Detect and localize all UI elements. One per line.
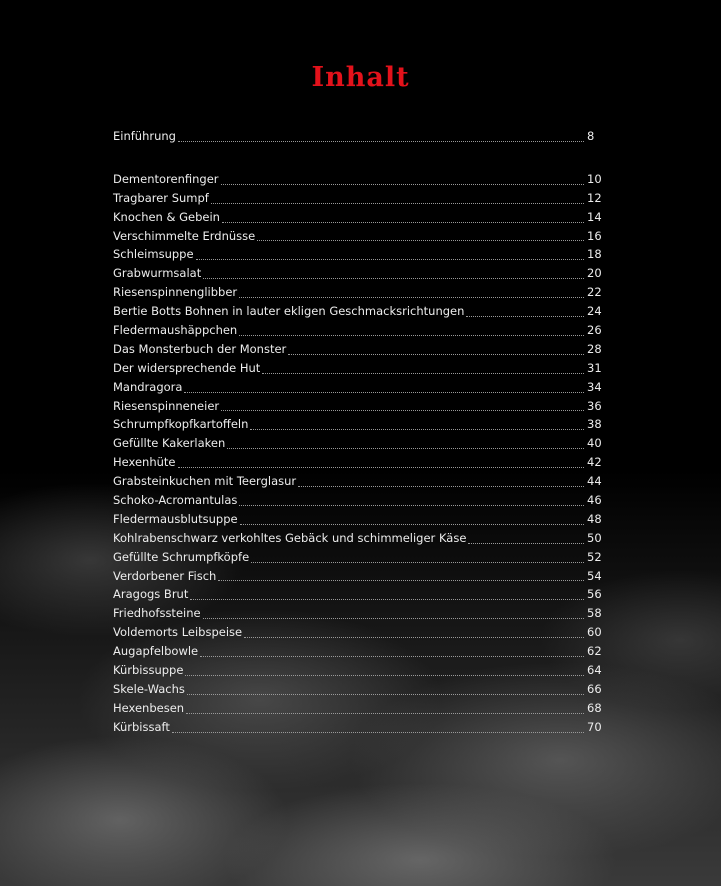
toc-entry-page-number: 52 (587, 549, 602, 564)
toc-entry-page-number: 34 (587, 379, 602, 394)
toc-entry-page-number: 68 (587, 700, 602, 715)
toc-entry-title: Skele-Wachs (113, 681, 185, 696)
toc-entry-page-number: 38 (587, 417, 602, 432)
toc-entry-page-number: 28 (587, 341, 602, 356)
toc-entry-title: Schleimsuppe (113, 247, 194, 262)
toc-entry-page-number: 56 (587, 587, 602, 602)
toc-entry-title: Schoko-Acromantulas (113, 493, 238, 508)
toc-entry-title: Augapfelbowle (113, 644, 199, 659)
toc-dot-leader (250, 429, 584, 430)
toc-entry-title: Der widersprechende Hut (113, 360, 261, 375)
toc-entry-page-number: 22 (587, 285, 602, 300)
toc-entry[interactable] (113, 415, 603, 434)
toc-entry-title: Einführung (113, 129, 176, 143)
toc-dot-leader (239, 335, 584, 336)
toc-dot-leader (468, 543, 584, 544)
page-title: Inhalt (311, 62, 410, 93)
toc-entry-title: Knochen & Gebein (113, 209, 220, 224)
toc-dot-leader (298, 486, 584, 487)
toc-entry-title: Hexenhüte (113, 455, 176, 470)
toc-entry[interactable] (113, 397, 603, 416)
toc-entry-title: Verdorbener Fisch (113, 568, 217, 583)
toc-dot-leader (466, 316, 584, 317)
toc-entry[interactable] (113, 699, 603, 718)
toc-entry-page-number: 48 (587, 511, 602, 526)
toc-entry-title: Dementorenfinger (113, 171, 219, 186)
toc-entry-page-number: 14 (587, 209, 602, 224)
toc-entry-title: Riesenspinneneier (113, 398, 220, 413)
toc-dot-leader (178, 467, 585, 468)
toc-entry[interactable] (113, 170, 603, 189)
toc-entry-title: Verschimmelte Erdnüsse (113, 228, 256, 243)
toc-entry-title: Hexenbesen (113, 700, 185, 715)
toc-entry[interactable] (113, 340, 603, 359)
toc-entry-title: Fledermaushäppchen (113, 323, 238, 338)
toc-entry[interactable] (113, 359, 603, 378)
toc-entry[interactable] (113, 718, 603, 737)
toc-entry-title: Friedhofssteine (113, 606, 201, 621)
table-of-contents (113, 127, 603, 737)
toc-entry-title: Tragbarer Sumpf (113, 190, 209, 205)
toc-dot-leader (186, 713, 584, 714)
toc-dot-leader (203, 618, 584, 619)
toc-entry-page-number: 18 (587, 247, 602, 262)
toc-entry-page-number: 64 (587, 663, 602, 678)
toc-entry-title: Kürbissaft (113, 719, 170, 734)
toc-entry[interactable] (113, 510, 603, 529)
toc-entry[interactable] (113, 548, 603, 567)
toc-entry-page-number: 36 (587, 398, 602, 413)
toc-dot-leader (222, 222, 584, 223)
toc-entry-page-number: 66 (587, 681, 602, 696)
toc-entry-title: Kohlrabenschwarz verkohltes Gebäck und schimmeliger Käse (113, 530, 467, 545)
toc-entry-page-number: 44 (587, 474, 602, 489)
toc-dot-leader (190, 599, 584, 600)
toc-entry[interactable] (113, 189, 603, 208)
toc-entry[interactable] (113, 302, 603, 321)
toc-entry[interactable] (113, 321, 603, 340)
toc-entry[interactable] (113, 283, 603, 302)
toc-entry-title: Fledermausblutsuppe (113, 511, 238, 526)
toc-entry[interactable] (113, 491, 603, 510)
toc-entry-title: Voldemorts Leibspeise (113, 625, 243, 640)
toc-entry[interactable] (113, 680, 603, 699)
toc-entry-page-number: 46 (587, 493, 602, 508)
toc-entry-title: Bertie Botts Bohnen in lauter ekligen Geschmacksrichtungen (113, 304, 465, 319)
toc-entry[interactable] (113, 434, 603, 453)
toc-entry-title: Grabsteinkuchen mit Teerglasur (113, 474, 297, 489)
toc-entry-title: Schrumpfkopfkartoffeln (113, 417, 249, 432)
toc-dot-leader (187, 694, 584, 695)
toc-entry-page-number: 50 (587, 530, 602, 545)
toc-entry[interactable] (113, 453, 603, 472)
toc-dot-leader (203, 278, 584, 279)
toc-entry-page-number: 70 (587, 719, 602, 734)
toc-entry[interactable] (113, 604, 603, 623)
toc-entry-title: Gefüllte Schrumpfköpfe (113, 549, 250, 564)
toc-entry-page-number: 26 (587, 323, 602, 338)
toc-entry-page-number: 16 (587, 228, 602, 243)
toc-entry-title: Das Monsterbuch der Monster (113, 341, 287, 356)
toc-dot-leader (185, 675, 584, 676)
toc-entry-title: Riesenspinnenglibber (113, 285, 238, 300)
toc-entry-page-number: 60 (587, 625, 602, 640)
toc-entry[interactable] (113, 567, 603, 586)
toc-dot-leader (227, 448, 584, 449)
toc-entry-title: Kürbissuppe (113, 663, 184, 678)
toc-dot-leader (239, 505, 584, 506)
toc-entry-page-number: 10 (587, 171, 602, 186)
toc-dot-leader (257, 240, 584, 241)
toc-dot-leader (251, 562, 584, 563)
toc-entry-page-number: 62 (587, 644, 602, 659)
toc-entry[interactable] (113, 264, 603, 283)
toc-dot-leader (221, 410, 584, 411)
toc-dot-leader (178, 141, 584, 142)
toc-entry-page-number: 31 (587, 360, 602, 375)
toc-entry-page-number: 58 (587, 606, 602, 621)
toc-entry-title: Aragogs Brut (113, 587, 189, 602)
toc-dot-leader (262, 373, 584, 374)
toc-entry-page-number: 42 (587, 455, 602, 470)
toc-dot-leader (172, 732, 584, 733)
toc-entry[interactable] (113, 642, 603, 661)
toc-entry-title: Grabwurmsalat (113, 266, 202, 281)
toc-dot-leader (218, 580, 584, 581)
toc-entry-page-number: 24 (587, 304, 602, 319)
toc-entry-page-number: 40 (587, 436, 602, 451)
toc-dot-leader (221, 184, 584, 185)
toc-dot-leader (211, 203, 584, 204)
toc-dot-leader (240, 524, 584, 525)
toc-entry[interactable] (113, 227, 603, 246)
toc-entry-page-number: 20 (587, 266, 602, 281)
toc-entry[interactable] (113, 208, 603, 227)
toc-entry[interactable] (113, 661, 603, 680)
toc-entry[interactable] (113, 529, 603, 548)
toc-entry-title: Gefüllte Kakerlaken (113, 436, 226, 451)
toc-entry[interactable] (113, 623, 603, 642)
toc-entry[interactable] (113, 245, 603, 264)
toc-dot-leader (196, 259, 584, 260)
toc-entry[interactable] (113, 378, 603, 397)
toc-entry-page-number: 12 (587, 190, 602, 205)
toc-dot-leader (184, 392, 584, 393)
toc-dot-leader (288, 354, 584, 355)
toc-entry[interactable] (113, 585, 603, 604)
toc-entry-page-number: 54 (587, 568, 602, 583)
toc-dot-leader (239, 297, 584, 298)
toc-entry[interactable] (113, 472, 603, 491)
toc-dot-leader (200, 656, 584, 657)
toc-dot-leader (244, 637, 584, 638)
toc-entry[interactable] (113, 127, 603, 146)
toc-entry-page-number: 8 (587, 129, 595, 143)
toc-entry-title: Mandragora (113, 379, 183, 394)
